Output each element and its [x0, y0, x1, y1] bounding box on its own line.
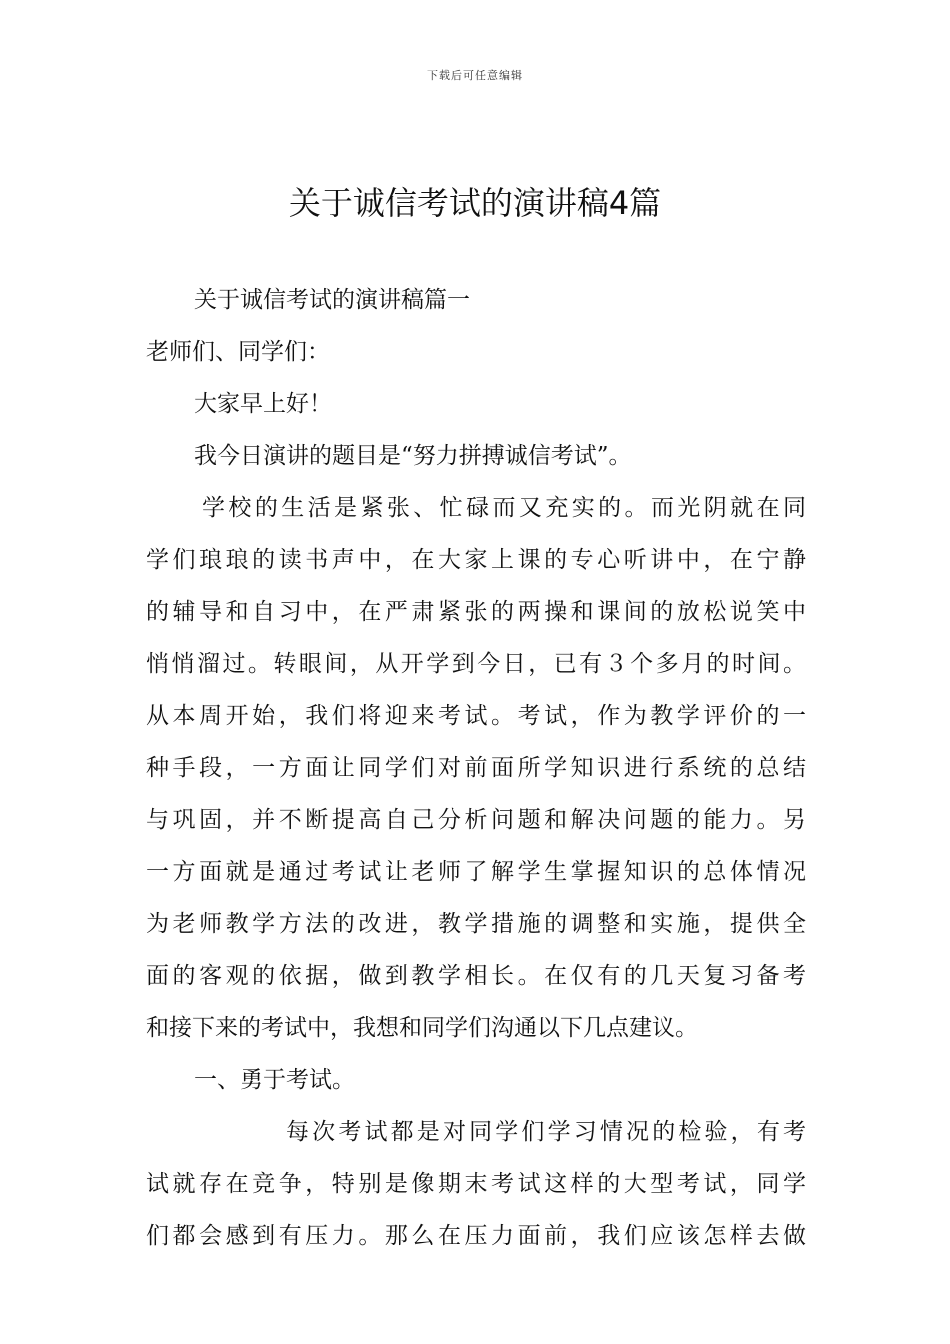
text-line: 从本周开始，我们将迎来考试。考试，作为教学评价的一: [146, 703, 806, 729]
text-line: 试就存在竞争，特别是像期末考试这样的大型考试，同学: [146, 1171, 806, 1197]
text-line: 与巩固，并不断提高自己分析问题和解决问题的能力。另: [146, 807, 806, 833]
text-line: 面的客观的依据，做到教学相长。在仅有的几天复习备考: [146, 963, 806, 989]
text-line: 的辅导和自习中，在严肃紧张的两操和课间的放松说笑中: [146, 599, 806, 625]
text-line: 们都会感到有压力。那么在压力面前，我们应该怎样去做: [146, 1223, 806, 1249]
text-line: 每次考试都是对同学们学习情况的检验，有考: [286, 1119, 806, 1145]
text-line: 和接下来的考试中，我想和同学们沟通以下几点建议。: [146, 1015, 698, 1041]
text-line: 种手段，一方面让同学们对前面所学知识进行系统的总结: [146, 755, 806, 781]
text-line: 悄悄溜过。转眼间，从开学到今日，已有３个多月的时间。: [146, 651, 806, 677]
text-line: 一、勇于考试。: [194, 1067, 355, 1093]
text-line: 大家早上好！: [194, 391, 332, 417]
text-line: 一方面就是通过考试让老师了解学生掌握知识的总体情况: [146, 859, 806, 885]
text-line: 我今日演讲的题目是“努力拼搏诚信考试”。: [194, 443, 632, 469]
text-line: 关于诚信考试的演讲稿篇一: [194, 287, 470, 313]
document-body: [146, 274, 806, 1262]
document-title: 关于诚信考试的演讲稿4篇: [288, 184, 662, 222]
header-note: 下载后可任意编辑: [427, 69, 523, 82]
text-line: 为老师教学方法的改进，教学措施的调整和实施，提供全: [146, 911, 806, 937]
text-line: 学校的生活是紧张、忙碌而又充实的。而光阴就在同: [202, 495, 806, 521]
text-line: 学们琅琅的读书声中，在大家上课的专心听讲中，在宁静: [146, 547, 806, 573]
text-line: 老师们、同学们：: [146, 339, 330, 365]
